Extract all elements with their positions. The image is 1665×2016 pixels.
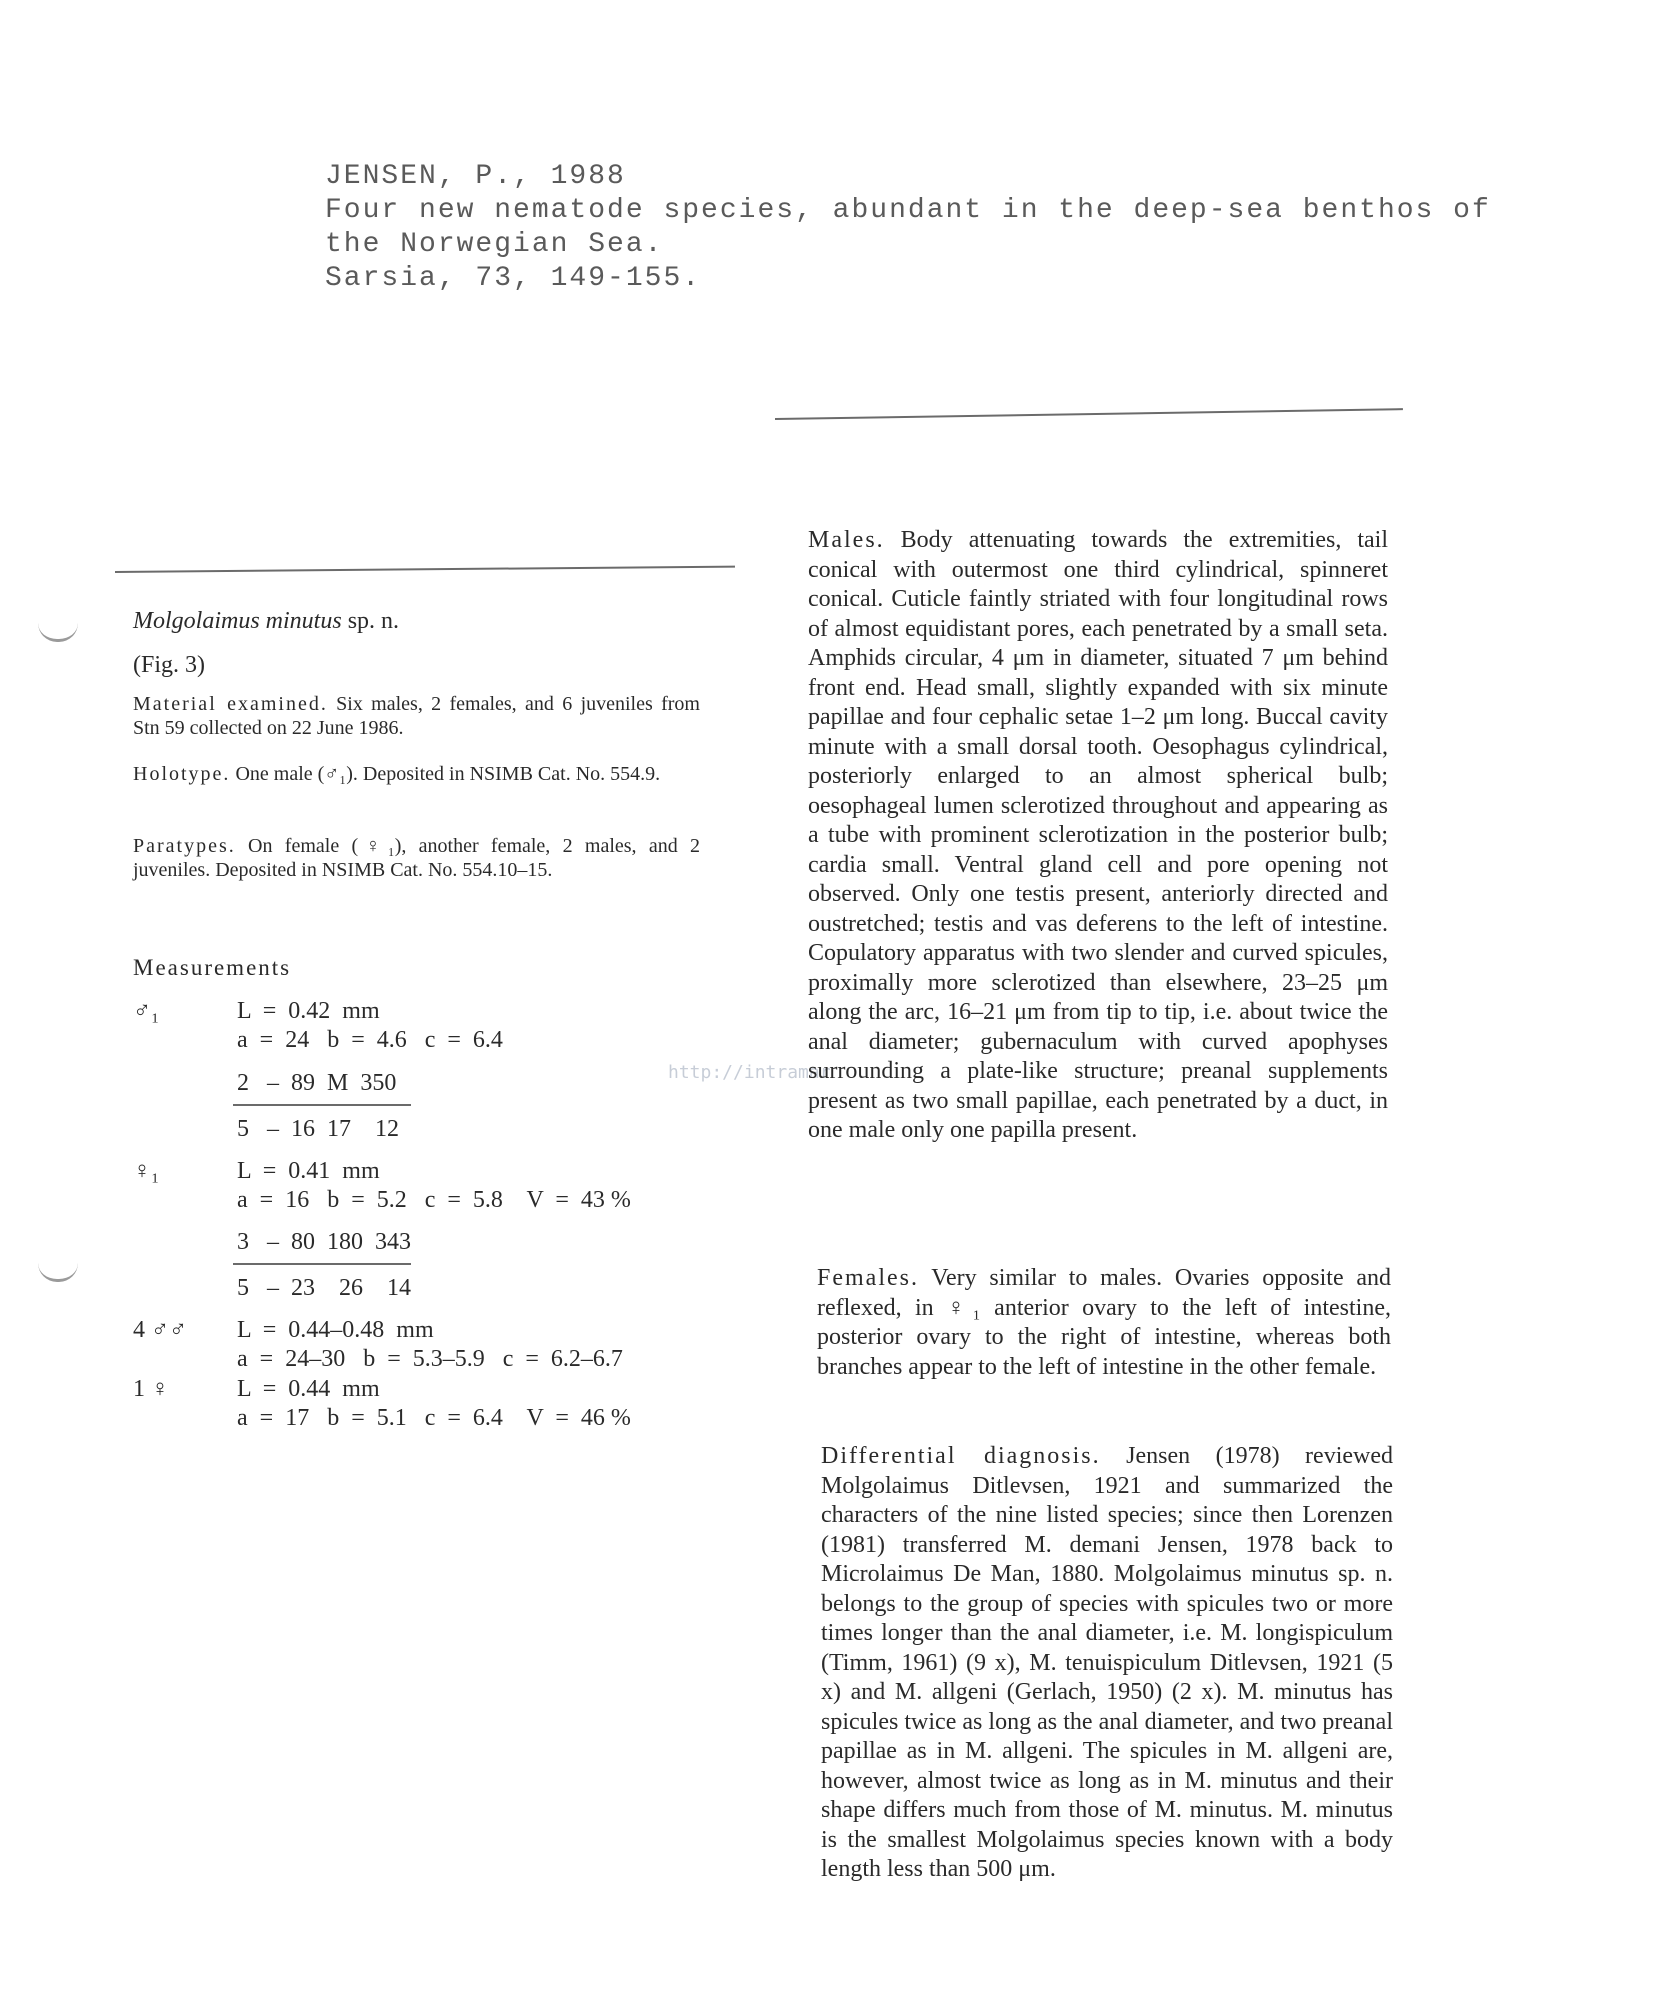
differential-diagnosis (821, 1442, 1393, 1885)
female-other-length: L = 0.44 mm (237, 1376, 380, 1402)
measurements-heading: Measurements (133, 955, 292, 980)
females-text: Very similar to males. Ovaries opposite and reflexed, in ♀₁ anterior ovary to the left of intestine, posterior ovary to the right of intestine, whereas both branches appear to the left of intestine in the other female. (817, 1265, 1391, 1380)
male1-ratios: a = 24 b = 4.6 c = 6.4 (237, 1027, 503, 1053)
binder-mark (38, 1263, 78, 1282)
female1-formula-line (233, 1263, 411, 1265)
males4-ratios: a = 24–30 b = 5.3–5.9 c = 6.2–6.7 (237, 1346, 623, 1372)
holotype-label: Holotype. (133, 763, 231, 785)
female1-length: L = 0.41 mm (237, 1158, 380, 1184)
female-other-ratios: a = 17 b = 5.1 c = 6.4 V = 46 % (237, 1405, 631, 1431)
holotype-text: One male (♂₁). Deposited in NSIMB Cat. No. 554.9. (230, 763, 661, 785)
male1-formula-line (233, 1104, 411, 1106)
header-rule (775, 408, 1403, 420)
paratypes-text: On female (♀₁), another female, 2 males, and 2 juveniles. Deposited in NSIMB Cat. No. 554.10–15. (133, 835, 700, 881)
male1-formula-bottom: 5 – 16 17 12 (237, 1116, 399, 1142)
binder-mark (38, 623, 78, 642)
figure-reference: (Fig. 3) (133, 652, 205, 678)
left-column-rule (115, 566, 735, 573)
citation-author-year: JENSEN, P., 1988 (325, 161, 626, 192)
material-examined (133, 692, 700, 740)
male1-length: L = 0.42 mm (237, 998, 380, 1024)
citation-title-line1: Four new nematode species, abundant in the deep-sea benthos of (325, 195, 1491, 226)
material-text: Six males, 2 females, and 6 juveniles from Stn 59 collected on 22 June 1986. (133, 693, 700, 739)
paratypes-label: Paratypes. (133, 835, 236, 857)
species-suffix: sp. n. (341, 608, 400, 634)
male1-formula-top: 2 – 89 M 350 (237, 1070, 397, 1096)
female1-formula-top: 3 – 80 180 343 (237, 1229, 411, 1255)
species-heading (133, 608, 713, 635)
males4-length: L = 0.44–0.48 mm (237, 1317, 434, 1343)
material-label: Material examined. (133, 693, 328, 715)
diff-text: Jensen (1978) reviewed Molgolaimus Ditlevsen, 1921 and summarized the characters of the nine listed species; since then Lorenzen (1981) transferred M. demani Jensen, 1978 back to Microlaimus De Man, 1880. Molgolaimus minutus sp. n. belongs to the group of species with spicules two or more times longer than the anal diameter, i.e. M. longispiculum (Timm, 1961) (9 x), M. tenuispiculum Ditlevsen, 1921 (5 x) and M. allgeni (Gerlach, 1950) (2 x). M. minutus has spicules twice as long as the anal diameter, and two preanal papillae as in M. allgeni. The spicules in M. allgeni are, however, almost twice as long as in M. minutus and their shape differs much from those of M. minutus. M. minutus is the smallest Molgolaimus species known with a body length less than 500 μm. (821, 1443, 1394, 1882)
male1-symbol: ♂₁ (133, 998, 160, 1024)
paratypes (133, 834, 700, 882)
males-text: Body attenuating towards the extremities, tail conical with outermost one third cylindrical, spinneret conical. Cuticle faintly striated with four longitudinal rows of almost equidistant pores, each penetrated by a small seta. Amphids circular, 4 μm in diameter, situated 7 μm behind front end. Head small, slightly expanded with six minute papillae and four cephalic setae 1–2 μm long. Buccal cavity minute with a small dorsal tooth. Oesophagus cylindrical, posteriorly enlarged to an almost spherical bulb; oesophageal lumen sclerotized throughout and appearing as a tube with prominent sclerotization in the posterior bulb; cardia small. Ventral gland cell and pore opening not observed. Only one testis present, anteriorly directed and oustretched; testis and vas deferens to the left of intestine. Copulatory apparatus with two slender and curved spicules, proximally more sclerotized than elsewhere, 23–25 μm along the arc, 16–21 μm from tip to tip, i.e. about twice the anal diameter; gubernaculum with curved apophyses surrounding a plate-like structure; preanal supplements present as two small papillae, each penetrated by a duct, in one male only one papilla present. (808, 527, 1388, 1143)
diff-label: Differential diagnosis. (821, 1443, 1101, 1469)
citation-journal: Sarsia, 73, 149-155. (325, 263, 702, 294)
males-description (808, 526, 1388, 1146)
female1-symbol: ♀₁ (133, 1158, 160, 1184)
female1-ratios: a = 16 b = 5.2 c = 5.8 V = 43 % (237, 1187, 631, 1213)
holotype (133, 762, 700, 786)
species-name: Molgolaimus minutus (133, 608, 342, 634)
females-description (817, 1264, 1391, 1382)
females-label: Females. (817, 1265, 919, 1291)
female1-formula-bottom: 5 – 23 26 14 (237, 1275, 411, 1301)
citation-title-line2: the Norwegian Sea. (325, 229, 664, 260)
female-other-symbol: 1 ♀ (133, 1376, 169, 1402)
males-label: Males. (808, 527, 885, 553)
males4-symbol: 4 ♂♂ (133, 1317, 187, 1343)
watermark-text: http://intramar (668, 1062, 831, 1083)
